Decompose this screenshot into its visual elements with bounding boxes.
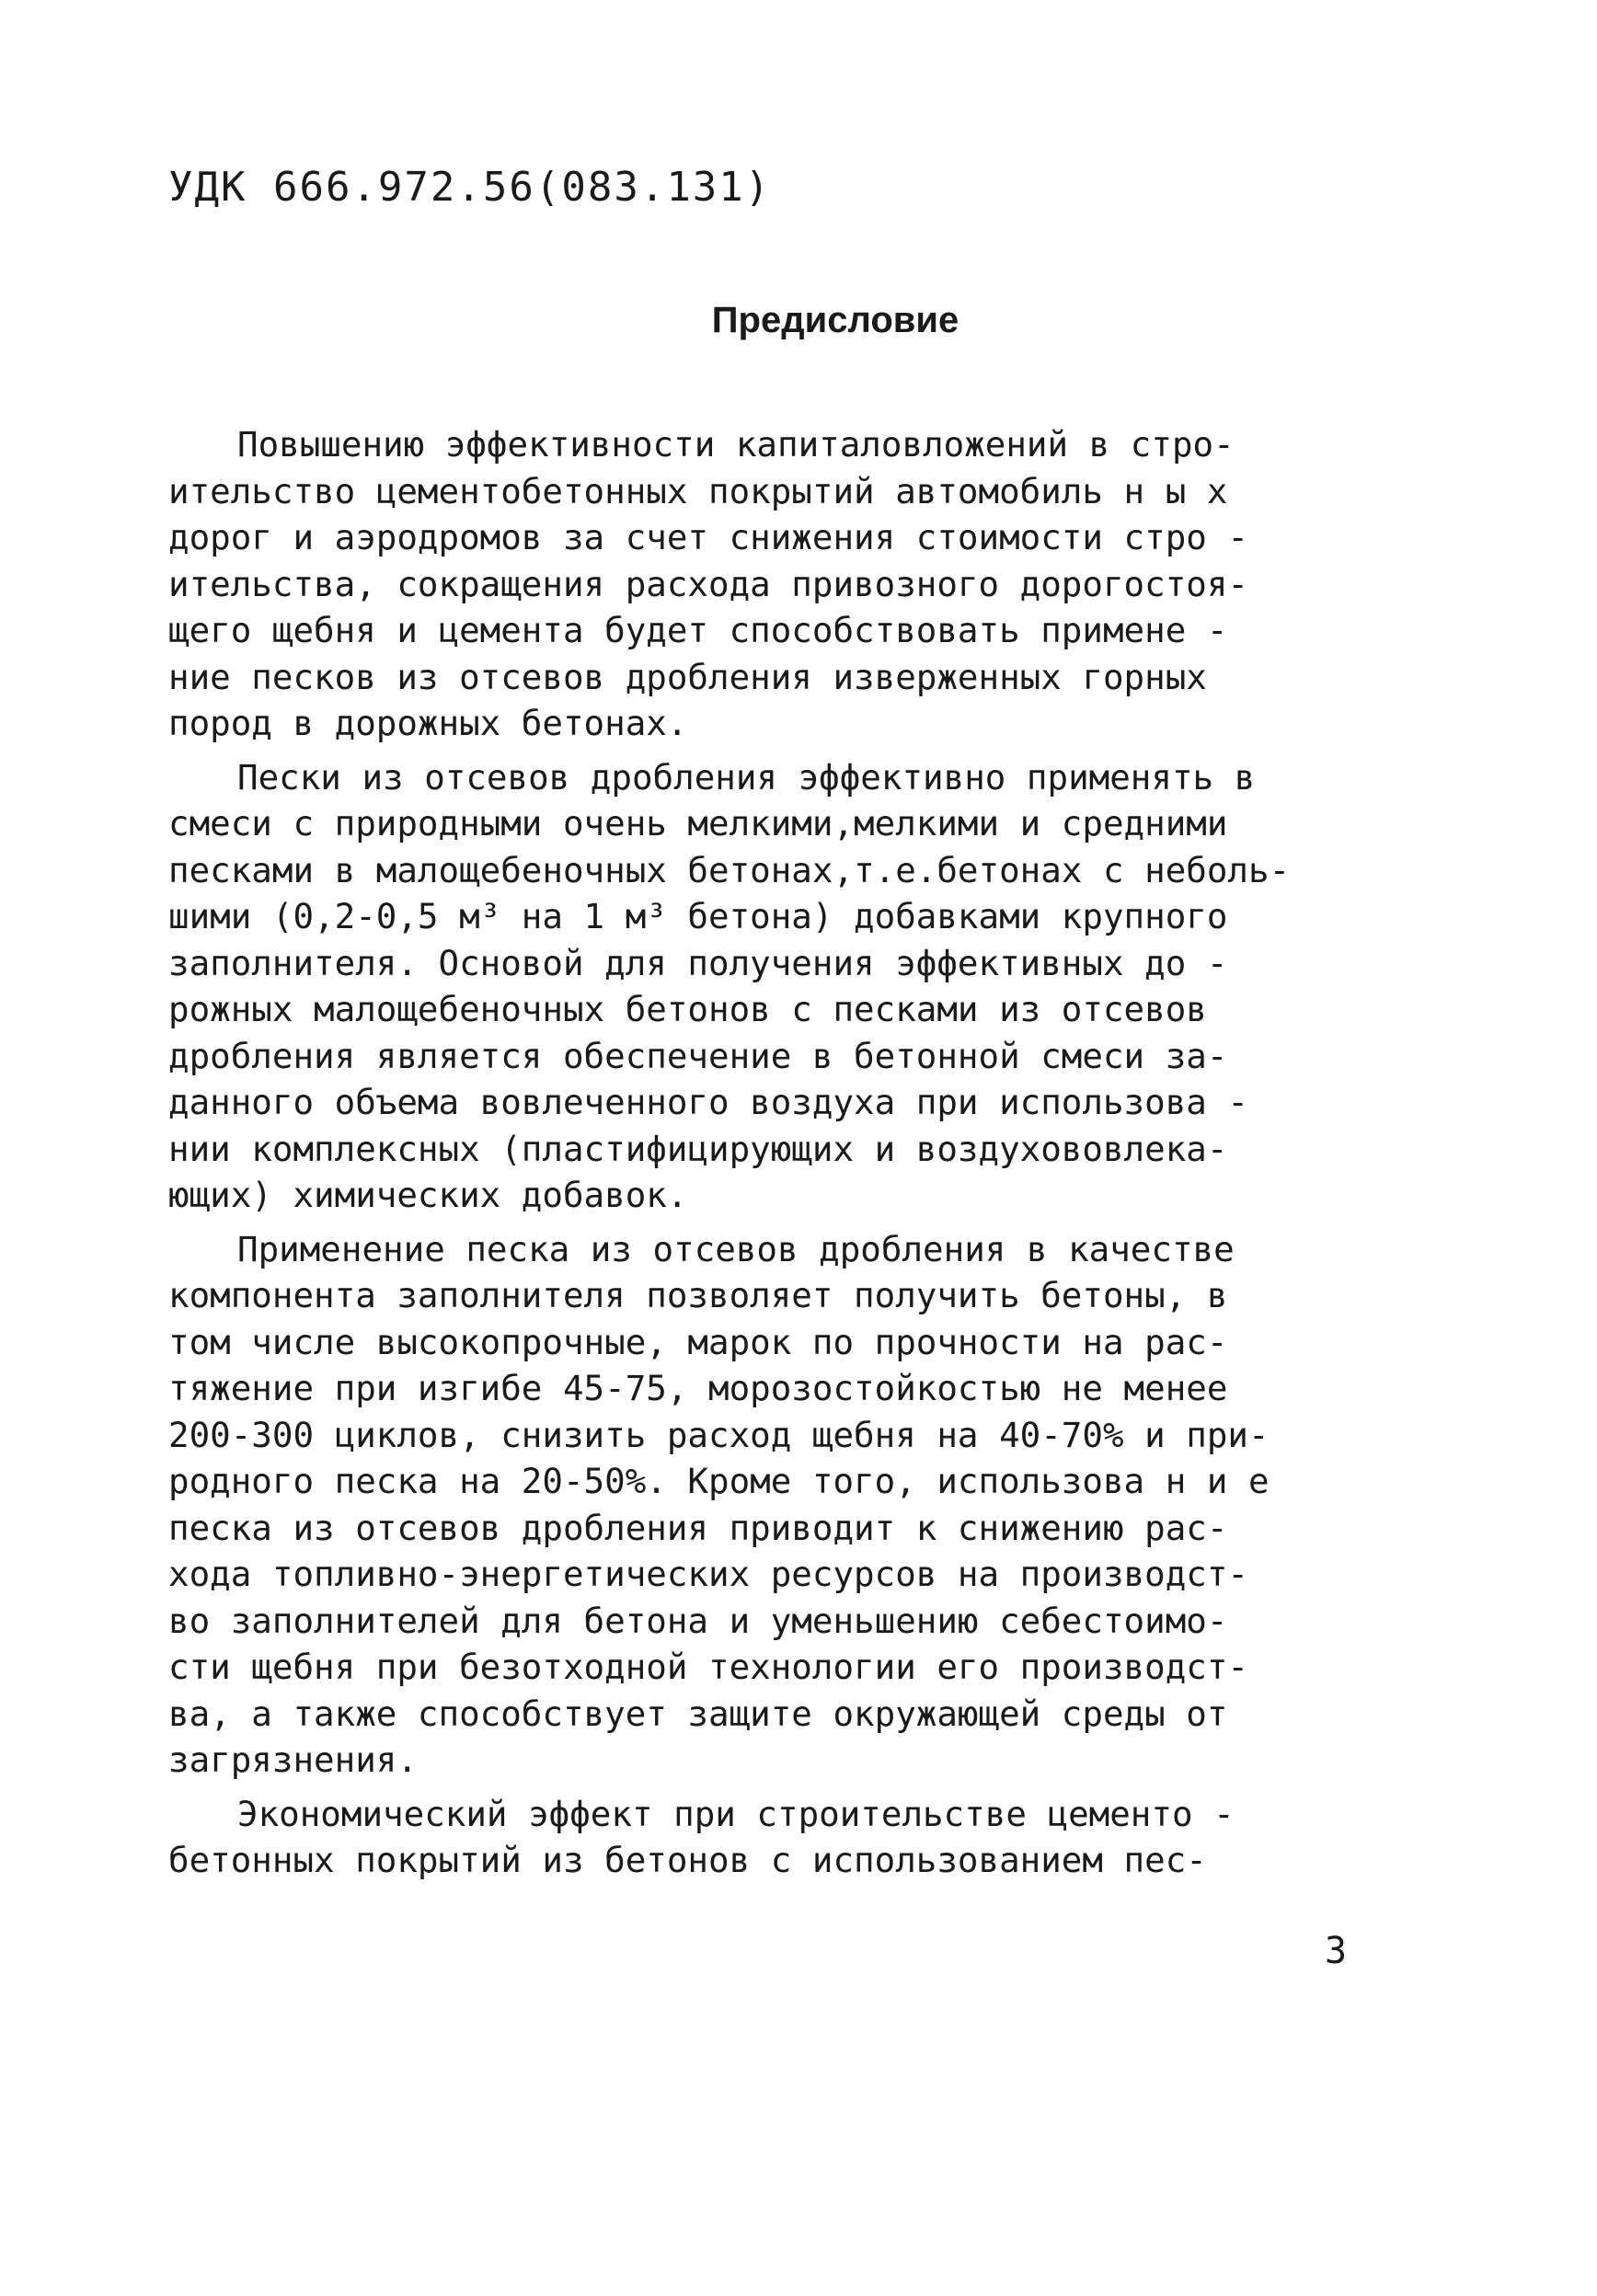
text-line: шими (0,2-0,5 м³ на 1 м³ бетона) добавками крупного — [168, 896, 1228, 936]
text-line: ительство цементобетонных покрытий автомобиль н ы х — [168, 470, 1228, 511]
text-line: щего щебня и цемента будет способствовать примене - — [168, 610, 1228, 650]
text-line: дробления является обеспечение в бетонной смеси за- — [168, 1035, 1228, 1076]
text-line: дорог и аэродромов за счет снижения стоимости стро - — [168, 517, 1248, 557]
text-line: ительства, сокращения расхода привозного дорогостоя- — [168, 563, 1248, 604]
text-line: том числе высокопрочные, марок по прочности на рас- — [168, 1321, 1228, 1362]
text-line: хода топливно-энергетических ресурсов на производст- — [168, 1554, 1248, 1594]
text-line: песками в малощебеночных бетонах,т.е.бетонах с неболь- — [168, 849, 1291, 890]
page-title: Предисловие — [711, 300, 959, 340]
text-line: компонента заполнителя позволяет получить бетоны, в — [168, 1275, 1228, 1315]
text-line: ние песков из отсевов дробления изверженных горных — [168, 656, 1207, 697]
text-line: во заполнителей для бетона и уменьшению себестоимо- — [168, 1600, 1228, 1641]
body-text — [168, 421, 1373, 1884]
text-line: бетонных покрытий из бетонов с использованием пес- — [168, 1840, 1207, 1880]
text-line: заполнителя. Основой для получения эффективных до - — [168, 942, 1228, 983]
text-line: ва, а также способствует защите окружающей среды от — [168, 1693, 1228, 1734]
text-line: нии комплексных (пластифицирующих и воздухововлека- — [168, 1128, 1228, 1169]
page-number: 3 — [1325, 1930, 1348, 1972]
text-line: пород в дорожных бетонах. — [168, 703, 688, 743]
text-line: Применение песка из отсевов дробления в качестве — [237, 1228, 1235, 1269]
text-line: загрязнения. — [168, 1739, 418, 1780]
text-line: родного песка на 20-50%. Кроме того, использова н и е — [168, 1461, 1270, 1501]
udk-code: УДК 666.972.56(083.131) — [168, 164, 772, 211]
text-line: рожных малощебеночных бетонов с песками из отсевов — [168, 989, 1207, 1029]
text-line: Пески из отсевов дробления эффективно применять в — [237, 756, 1256, 798]
text-line: смеси с природными очень мелкими,мелкими и средними — [168, 803, 1228, 844]
text-line: ющих) химических добавок. — [168, 1175, 688, 1215]
text-line: Повышению эффективности капиталовложений в стро- — [237, 424, 1235, 465]
text-line: тяжение при изгибе 45-75, морозостойкостью не менее — [168, 1368, 1228, 1408]
text-line: сти щебня при безотходной технологии его производст- — [168, 1647, 1248, 1687]
text-line: данного объема вовлеченного воздуха при использова - — [168, 1082, 1248, 1122]
text-line: песка из отсевов дробления приводит к снижению рас- — [168, 1507, 1228, 1548]
text-line: Экономический эффект при строительстве цементо - — [237, 1793, 1235, 1834]
text-line: 200-300 циклов, снизить расход щебня на 40-70% и при- — [168, 1414, 1270, 1455]
